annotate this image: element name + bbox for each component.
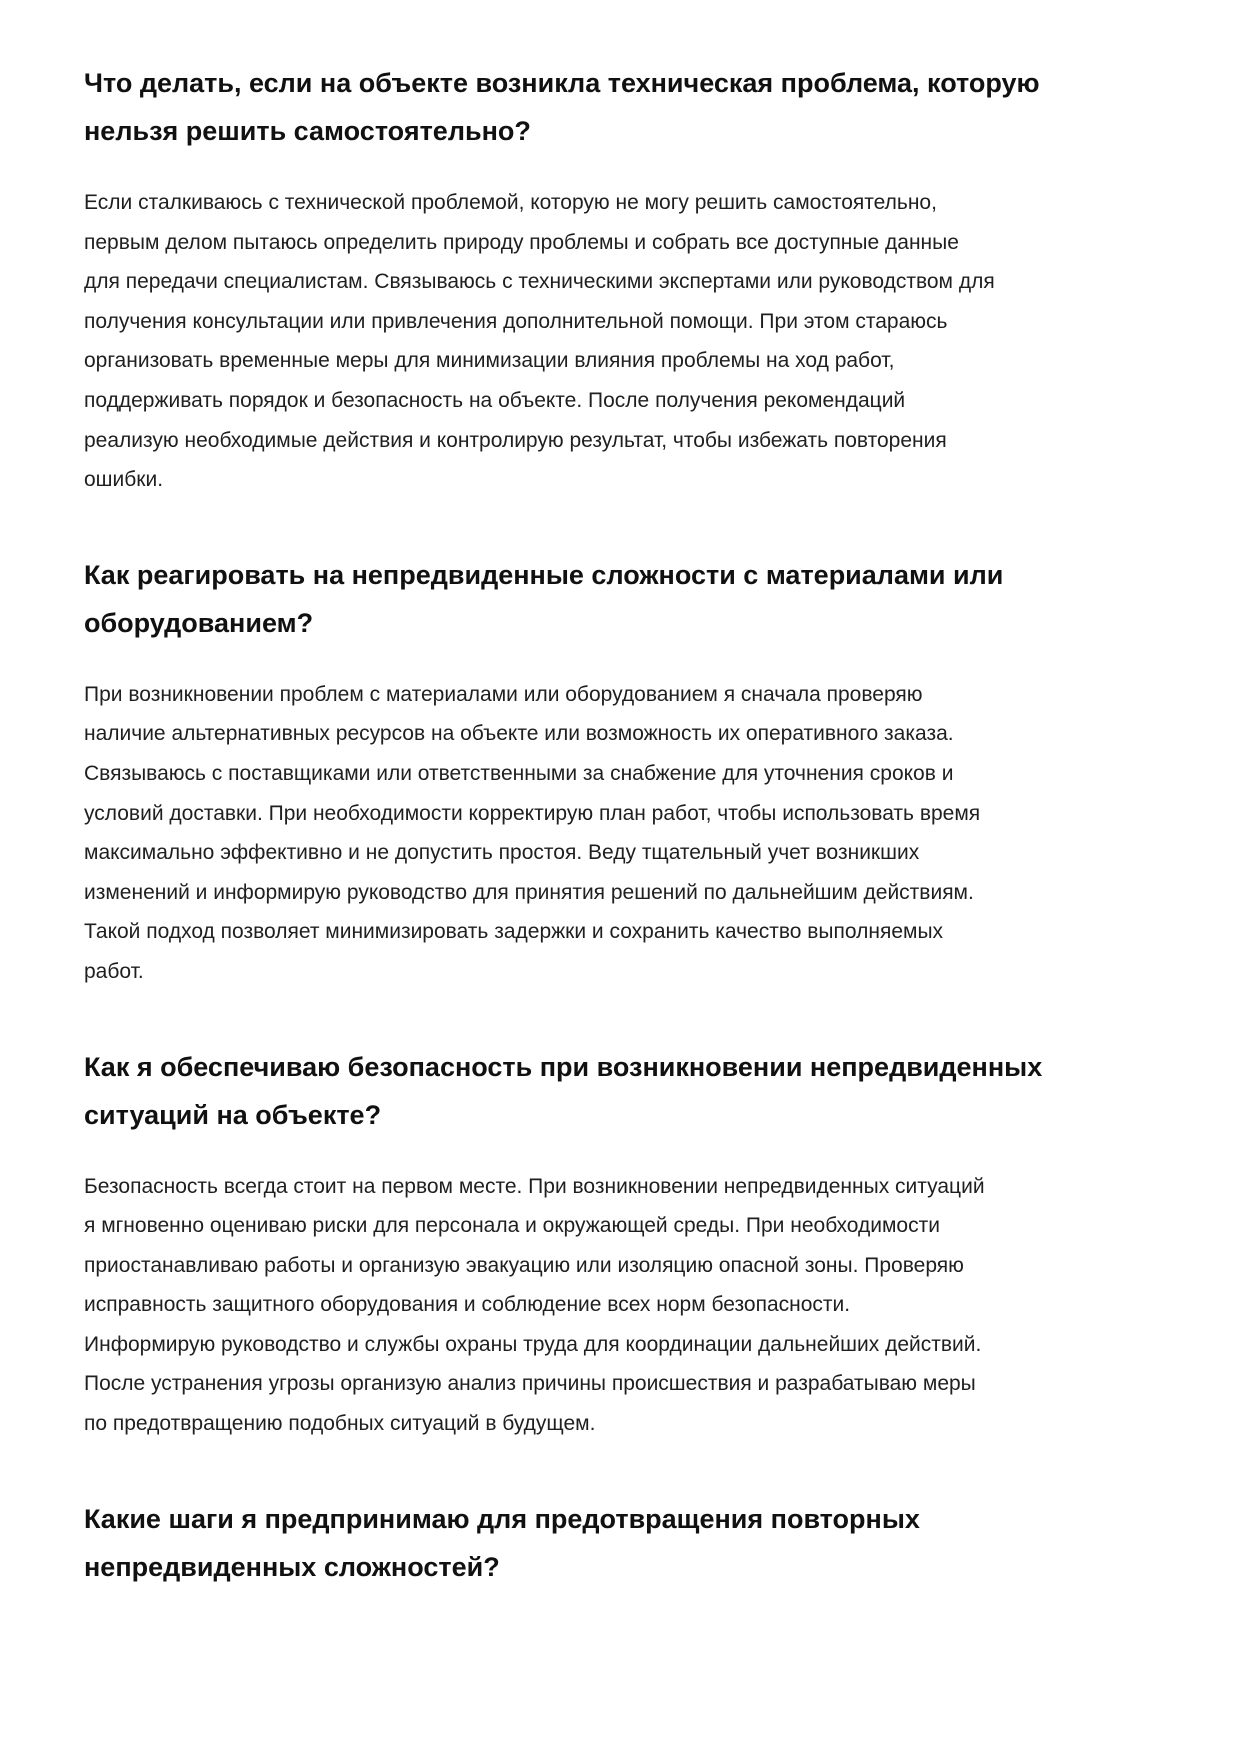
answer-line: работ. [84,959,144,983]
answer-line: ошибки. [84,468,164,492]
answer-line: При возникновении проблем с материалами или оборудованием я сначала проверяю [84,682,923,706]
answer-line: После устранения угрозы организую анализ причины происшествия и разрабатываю меры [84,1372,976,1396]
answer-line: реализую необходимые действия и контролирую результат, чтобы избежать повторения [84,428,947,452]
heading-line: Какие шаги я предпринимаю для предотвращения повторных [84,1503,920,1534]
heading-line: непредвиденных сложностей? [84,1551,500,1582]
answer-line: первым делом пытаюсь определить природу проблемы и собрать все доступные данные [84,230,959,254]
section-heading [84,551,1164,647]
heading-line: Что делать, если на объекте возникла техническая проблема, которую [84,68,1040,98]
section-heading [84,1495,1164,1591]
section-answer [84,1167,1164,1444]
answer-line: получения консультации или привлечения дополнительной помощи. При этом стараюсь [84,309,948,333]
heading-line: оборудованием? [84,607,314,638]
answer-line: изменений и информирую руководство для принятия решений по дальнейшим действиям. [84,880,974,904]
answer-line: Если сталкиваюсь с технической проблемой, которую не могу решить самостоятельно, [84,191,937,214]
answer-line: Такой подход позволяет минимизировать задержки и сохранить качество выполняемых [84,920,944,944]
document-page [84,59,1164,1591]
heading-line: Как реагировать на непредвиденные сложности с материалами или [84,559,1004,590]
answer-line: по предотвращению подобных ситуаций в будущем. [84,1412,596,1436]
answer-line: исправность защитного оборудования и соблюдение всех норм безопасности. [84,1293,851,1317]
answer-line: для передачи специалистам. Связываюсь с техническими экспертами или руководством для [84,270,995,294]
section-answer [84,183,1164,500]
answer-line: поддерживать порядок и безопасность на объекте. После получения рекомендаций [84,388,906,412]
section-answer [84,675,1164,992]
answer-line: максимально эффективно и не допустить простоя. Веду тщательный учет возникших [84,841,920,865]
answer-line: условий доставки. При необходимости корректирую план работ, чтобы использовать время [84,801,981,825]
section-heading [84,1043,1164,1139]
answer-line: организовать временные меры для минимизации влияния проблемы на ход работ, [84,349,895,373]
heading-line: Как я обеспечиваю безопасность при возникновении непредвиденных [84,1051,1043,1082]
answer-line: наличие альтернативных ресурсов на объекте или возможность их оперативного заказа. [84,722,954,746]
answer-line: Информирую руководство и службы охраны труда для координации дальнейших действий. [84,1332,982,1356]
answer-line: приостанавливаю работы и организую эвакуацию или изоляцию опасной зоны. Проверяю [84,1253,964,1277]
heading-line: ситуаций на объекте? [84,1099,382,1130]
heading-line: нельзя решить самостоятельно? [84,116,531,146]
answer-line: Связываюсь с поставщиками или ответственными за снабжение для уточнения сроков и [84,761,954,785]
section-heading [84,59,1164,155]
answer-line: я мгновенно оцениваю риски для персонала и окружающей среды. При необходимости [84,1214,940,1238]
answer-line: Безопасность всегда стоит на первом месте. При возникновении непредвиденных ситуаций [84,1174,985,1198]
